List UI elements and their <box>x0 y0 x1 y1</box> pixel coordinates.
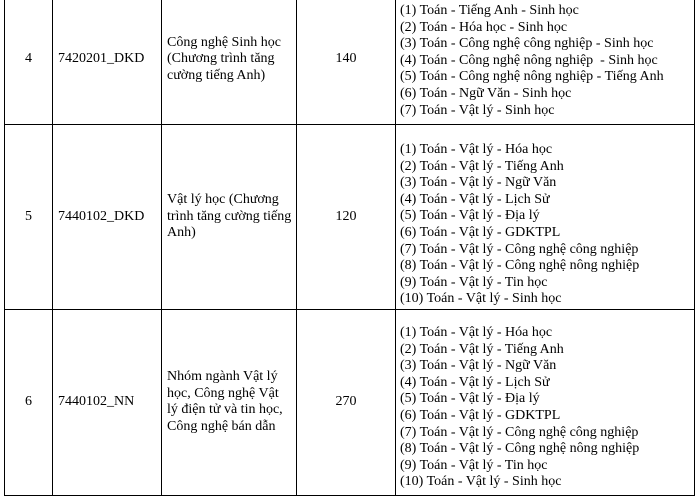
combination-item: (4) Toán - Vật lý - Lịch Sử <box>400 374 550 390</box>
quota: 140 <box>297 0 396 125</box>
table-row <box>5 125 695 310</box>
program-code: 7420201_DKD <box>53 0 162 125</box>
combination-item: (5) Toán - Vật lý - Địa lý <box>400 208 540 224</box>
table-row <box>5 0 695 125</box>
program-name-text: Vật lý học (Chương trình tăng cường tiếng Anh) <box>167 192 292 241</box>
combination-item: (1) Toán - Vật lý - Hóa học <box>400 142 553 157</box>
combination-item: (3) Toán - Vật lý - Ngữ Văn <box>400 358 557 374</box>
combination-item: (9) Toán - Vật lý - Tin học <box>400 457 548 473</box>
combination-item: (7) Toán - Vật lý - Sinh học <box>400 102 555 118</box>
subject-combinations <box>396 0 695 125</box>
admission-table <box>4 0 695 496</box>
program-name <box>162 309 297 495</box>
quota: 270 <box>297 309 396 495</box>
combination-item: (6) Toán - Ngữ Văn - Sinh học <box>400 85 572 101</box>
program-name <box>162 125 297 310</box>
combination-item: (7) Toán - Vật lý - Công nghệ công nghiệp <box>400 241 639 257</box>
combination-item: (4) Toán - Công nghệ nông nghiệp - Sinh học <box>400 52 658 68</box>
combination-item: (4) Toán - Vật lý - Lịch Sử <box>400 191 550 207</box>
subject-combinations <box>396 125 695 310</box>
combination-item: (2) Toán - Vật lý - Tiếng Anh <box>400 158 564 174</box>
table-row <box>5 309 695 495</box>
row-number: 5 <box>5 125 53 310</box>
combination-item: (10) Toán - Vật lý - Sinh học <box>400 291 562 307</box>
program-name <box>162 0 297 125</box>
combination-item: (8) Toán - Vật lý - Công nghệ nông nghiệp <box>400 441 640 457</box>
combination-item: (3) Toán - Công nghệ công nghiệp - Sinh học <box>400 36 654 52</box>
combination-item: (6) Toán - Vật lý - GDKTPL <box>400 407 561 423</box>
combination-item: (2) Toán - Hóa học - Sinh học <box>400 19 568 35</box>
combination-item: (10) Toán - Vật lý - Sinh học <box>400 474 562 490</box>
combination-item: (1) Toán - Tiếng Anh - Sinh học <box>400 3 579 18</box>
combination-item: (7) Toán - Vật lý - Công nghệ công nghiệp <box>400 424 639 440</box>
combination-item: (8) Toán - Vật lý - Công nghệ nông nghiệp <box>400 258 640 274</box>
row-number: 4 <box>5 0 53 125</box>
combination-item: (6) Toán - Vật lý - GDKTPL <box>400 224 561 240</box>
combination-item: (1) Toán - Vật lý - Hóa học <box>400 324 553 340</box>
combination-item: (5) Toán - Công nghệ nông nghiệp - Tiếng Anh <box>400 69 664 85</box>
subject-combinations <box>396 309 695 495</box>
combination-item: (3) Toán - Vật lý - Ngữ Văn <box>400 175 557 191</box>
program-code: 7440102_NN <box>53 309 162 495</box>
program-name-text: Nhóm ngành Vật lý học, Công nghệ Vật lý điện tử và tin học, Công nghệ bán dẫn <box>167 369 283 435</box>
combination-item: (9) Toán - Vật lý - Tin học <box>400 274 548 290</box>
combination-item: (2) Toán - Vật lý - Tiếng Anh <box>400 341 564 357</box>
program-code: 7440102_DKD <box>53 125 162 310</box>
quota: 120 <box>297 125 396 310</box>
combination-item: (5) Toán - Vật lý - Địa lý <box>400 391 540 407</box>
row-number: 6 <box>5 309 53 495</box>
program-name-text: Công nghệ Sinh học (Chương trình tăng cường tiếng Anh) <box>167 34 281 83</box>
